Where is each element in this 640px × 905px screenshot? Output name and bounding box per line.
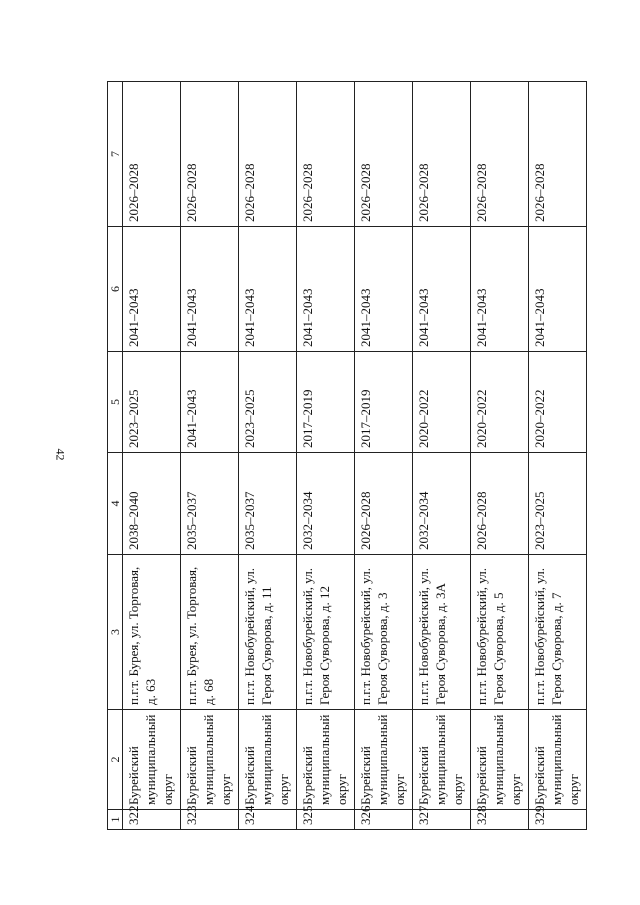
period-col4-cell: 2038–2040 [123,453,181,555]
period-col4-cell: 2026–2028 [471,453,529,555]
district-cell: Бурейский муниципальный округ [181,710,239,810]
period-col5-cell: 2020–2022 [529,352,587,453]
table-header [108,82,123,830]
period-col6-cell: 2041–2043 [181,227,239,352]
period-col5-cell: 2017–2019 [297,352,355,453]
district-cell: Бурейский муниципальный округ [297,710,355,810]
period-col4-cell: 2035–2037 [239,453,297,555]
address-cell: п.г.т. Новобурейский, ул. Героя Суворова, д. 11 [239,555,297,710]
column-header-6: 6 [108,227,123,352]
row-number-cell: 322 [123,810,181,830]
row-number-cell: 327 [413,810,471,830]
table-row [123,82,181,830]
period-col6-cell: 2041–2043 [123,227,181,352]
period-col5-cell: 2020–2022 [413,352,471,453]
row-number-cell: 329 [529,810,587,830]
district-cell: Бурейский муниципальный округ [123,710,181,810]
period-col4-cell: 2023–2025 [529,453,587,555]
period-col7-cell: 2026–2028 [297,82,355,227]
district-cell: Бурейский муниципальный округ [529,710,587,810]
address-cell: п.г.т. Новобурейский, ул. Героя Суворова, д. 3 [355,555,413,710]
address-cell: п.г.т. Бурея, ул. Торговая, д. 63 [123,555,181,710]
table-landscape [107,82,582,830]
row-number-cell: 323 [181,810,239,830]
data-table [107,81,587,830]
column-header-5: 5 [108,352,123,453]
address-cell: п.г.т. Новобурейский, ул. Героя Суворова, д. 12 [297,555,355,710]
page-number: 42 [53,448,68,461]
address-cell: п.г.т. Бурея, ул. Торговая, д. 68 [181,555,239,710]
period-col7-cell: 2026–2028 [355,82,413,227]
period-col6-cell: 2041–2043 [471,227,529,352]
period-col4-cell: 2032–2034 [413,453,471,555]
table-row [471,82,529,830]
period-col7-cell: 2026–2028 [181,82,239,227]
period-col7-cell: 2026–2028 [471,82,529,227]
address-cell: п.г.т. Новобурейский, ул. Героя Суворова, д. 7 [529,555,587,710]
row-number-cell: 326 [355,810,413,830]
column-header-2: 2 [108,710,123,810]
district-cell: Бурейский муниципальный округ [413,710,471,810]
period-col7-cell: 2026–2028 [413,82,471,227]
period-col5-cell: 2023–2025 [123,352,181,453]
row-number-cell: 325 [297,810,355,830]
period-col6-cell: 2041–2043 [355,227,413,352]
header-row [108,82,123,830]
column-header-7: 7 [108,82,123,227]
row-number-cell: 324 [239,810,297,830]
table-row [529,82,587,830]
period-col4-cell: 2032–2034 [297,453,355,555]
district-cell: Бурейский муниципальный округ [355,710,413,810]
period-col6-cell: 2041–2043 [239,227,297,352]
column-header-3: 3 [108,555,123,710]
period-col7-cell: 2026–2028 [123,82,181,227]
period-col5-cell: 2017–2019 [355,352,413,453]
period-col6-cell: 2041–2043 [529,227,587,352]
table-row [239,82,297,830]
address-cell: п.г.т. Новобурейский, ул. Героя Суворова, д. 3А [413,555,471,710]
table-row [297,82,355,830]
district-cell: Бурейский муниципальный округ [471,710,529,810]
column-header-4: 4 [108,453,123,555]
period-col7-cell: 2026–2028 [529,82,587,227]
period-col6-cell: 2041–2043 [413,227,471,352]
period-col5-cell: 2023–2025 [239,352,297,453]
period-col6-cell: 2041–2043 [297,227,355,352]
table-row [181,82,239,830]
table-row [413,82,471,830]
period-col4-cell: 2026–2028 [355,453,413,555]
period-col4-cell: 2035–2037 [181,453,239,555]
address-cell: п.г.т. Новобурейский, ул. Героя Суворова, д. 5 [471,555,529,710]
period-col7-cell: 2026–2028 [239,82,297,227]
period-col5-cell: 2020–2022 [471,352,529,453]
district-cell: Бурейский муниципальный округ [239,710,297,810]
period-col5-cell: 2041–2043 [181,352,239,453]
column-header-1: 1 [108,810,123,830]
table-row [355,82,413,830]
table-body [123,82,587,830]
row-number-cell: 328 [471,810,529,830]
table-rotation-frame [107,82,582,830]
